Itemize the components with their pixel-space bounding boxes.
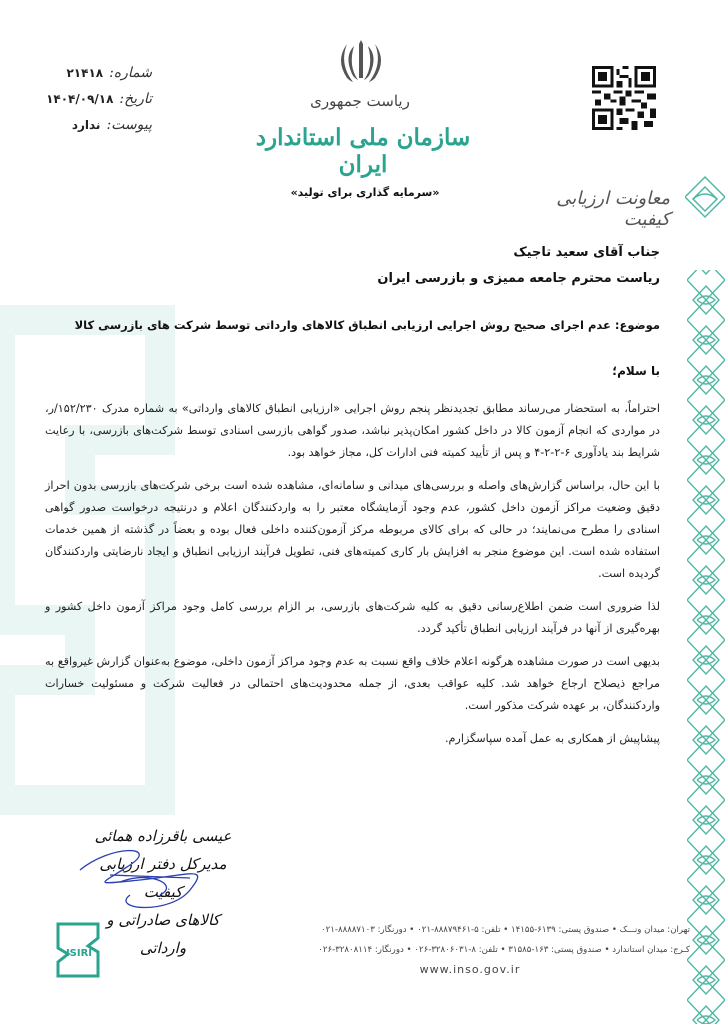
letter-subject: موضوع: عدم اجرای صحیح روش اجرایی ارزیابی انطباق کالاهای وارداتی توسط شرکت های بازرسی کالا (74, 318, 660, 332)
body-paragraph: با این حال، براساس گزارش‌های واصله و بررسی‌های میدانی و سامانه‌ای، مشاهده شده است برخی شرکت‌های بازرسی بدون احراز دقیق وضعیت مراکز آزمون داخل کشور، عدم وجود آزمایشگاه معتبر را به واردکنندگان اعلام و درنتیجه درخواست صدور گواهی اسنادی را مطرح می‌نمایند؛ در حالی که برای کالای مربوطه مرکز آزمون‌کننده داخلی فعال بوده و بعضاً در گذشته از همین خدمات استفاده شده است. این موضوع منجر به افزایش بار کاری کمیته‌های فنی، تطویل فرآیند ارزیابی انطباق و ایجاد نارضایتی واردکنندگان گردیده است. (45, 479, 660, 580)
letter-date-label: تاریخ: (119, 91, 152, 107)
addressee-name: جناب آقای سعید تاجیک (513, 245, 660, 260)
letter-attachment-value: ندارد (71, 118, 101, 132)
letter-body (45, 398, 660, 761)
footer-karaj-address: کـرج: میدان استاندارد • صندوق پستی: ۱۶۳-۳۱۵۸۵ • تلفن: ۸-۳۲۸۰۶۰۳۱-۰۲۶ • دورنگار: ۳۲۸۰۸۱۱۴-۰۲۶ (318, 945, 690, 955)
slogan: «سرمایه گذاری برای تولید» (290, 186, 440, 199)
signer-subtitle: کالاهای صادراتی و وارداتی (106, 911, 220, 957)
letter-number-value: ۲۱۴۱۸ (66, 66, 104, 80)
addressee (160, 240, 660, 292)
letter-greeting: با سلام؛ (612, 364, 660, 378)
svg-text:ISIRI: ISIRI (65, 948, 93, 959)
signer-name: عیسی باقرزاده همائی (94, 827, 232, 845)
footer-website-link[interactable]: www.inso.gov.ir (419, 963, 521, 976)
ornament-border (687, 160, 725, 1024)
letter-number-row (52, 60, 152, 86)
handwritten-signature (70, 840, 220, 910)
inso-logo-icon (54, 922, 104, 978)
signer-title: مدیرکل دفتر ارزیابی کیفیت (99, 855, 227, 901)
iran-emblem-icon (338, 36, 384, 88)
department-title: معاونت ارزیابی کیفیت (556, 188, 670, 230)
body-paragraph: احتراماً، به استحضار می‌رساند مطابق تجدیدنظر پنجم روش اجرایی «ارزیابی انطباق کالاهای وارداتی» به شماره مدرک ۱۵۲/۲۳۰/ر، در مواردی که انجام آزمون کالا در داخل کشور امکان‌پذیر نباشد، صدور گواهی بازرسی اسنادی توسط شرکت‌های بازرسی، با رعایت شرایط بند یادآوری ۶-۲-۲-۴ و پس از تأیید کمیته فنی ادارات کل، مجاز خواهد بود. (45, 402, 660, 459)
letter-number-label: شماره: (109, 65, 152, 81)
body-paragraph: بدیهی است در صورت مشاهده هرگونه اعلام خلاف واقع نسبت به عدم وجود مراکز آزمون داخلی، موضوع به‌عنوان گزارش غیرواقع به مراجع ذیصلاح ارجاع خواهد شد. کلیه عواقب بعدی، از جمله محدودیت‌های احتمالی در فعالیت شرکت و مسئولیت خسارات واردکنندگان، بر عهده شرکت مذکور است. (45, 655, 660, 712)
organization-name: سازمان ملی استاندارد ایران (255, 124, 471, 178)
letter-attachment-label: پیوست: (106, 117, 152, 133)
letter-attachment-row (52, 112, 152, 138)
presidency-title: ریاست جمهوری (310, 92, 410, 110)
body-paragraph: لذا ضروری است ضمن اطلاع‌رسانی دقیق به کلیه شرکت‌های بازرسی، بر الزام بررسی کامل وجود مراکز آزمون داخل کشور و بهره‌گیری از آنها در فرآیند ارزیابی انطباق تأکید گردد. (45, 600, 660, 635)
body-paragraph: پیشاپیش از همکاری به عمل آمده سپاسگزارم. (444, 732, 660, 745)
footer-contact (250, 920, 690, 980)
letter-meta (46, 60, 152, 138)
qr-code-icon[interactable] (592, 66, 656, 130)
footer-tehran-address: تهران: میدان ونـــک • صندوق پستی: ۶۱۳۹-۱۴۱۵۵ • تلفن: ۵-۸۸۸۷۹۴۶۱-۰۲۱ • دورنگار: ۸۸۸۸۷۱۰۳-۰۲۱ (321, 925, 690, 935)
letter-date-row (46, 86, 152, 112)
addressee-title: ریاست محترم جامعه ممیزی و بازرسی ایران (377, 271, 660, 286)
letter-date-value: ۱۴۰۴/۰۹/۱۸ (46, 92, 114, 106)
